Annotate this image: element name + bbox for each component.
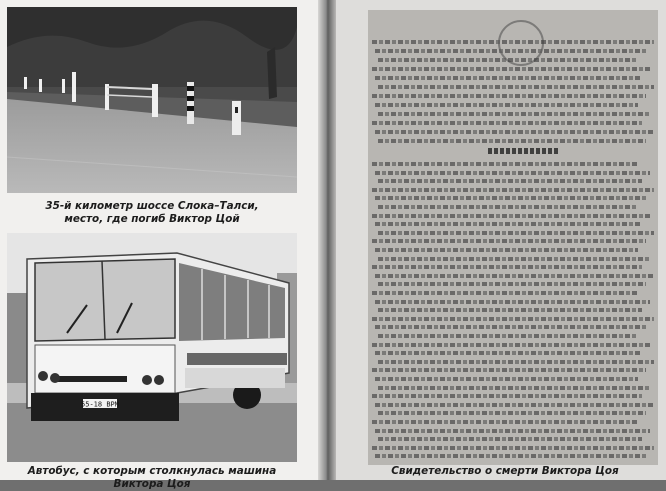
- document-text-line: [375, 429, 650, 433]
- road-photo-caption: [7, 200, 297, 226]
- road-photo: [7, 7, 297, 193]
- document-text-line: [372, 40, 654, 44]
- document-text-line: [375, 49, 646, 53]
- death-certificate-photo: [368, 10, 658, 465]
- document-text-line: [378, 257, 650, 261]
- document-text-line: [378, 179, 642, 183]
- bus-license-plate: 55-18 ВРМ: [81, 400, 119, 409]
- book-gutter: [318, 0, 336, 480]
- document-text-line: [372, 446, 654, 450]
- document-text-line: [378, 139, 646, 143]
- death-certificate-caption: Свидетельство о смерти Виктора Цоя: [391, 465, 619, 477]
- document-text-line: [375, 76, 642, 80]
- document-text-line: [378, 112, 650, 116]
- document-text-line: [375, 103, 638, 107]
- document-text-line: [378, 282, 646, 286]
- document-heading: [488, 148, 558, 154]
- bus-photo: [7, 233, 297, 462]
- road-photo-image: [7, 7, 297, 193]
- document-text-line: [378, 58, 638, 62]
- document-text-line: [378, 334, 638, 338]
- document-text-line: [375, 454, 646, 458]
- document-text-line: [372, 420, 638, 424]
- document-text-line: [375, 300, 650, 304]
- document-text-line: [375, 377, 638, 381]
- document-text-line: [378, 437, 642, 441]
- document-text-line: [375, 403, 654, 407]
- document-text-line: [378, 85, 654, 89]
- document-text-line: [372, 162, 638, 166]
- document-text-line: [372, 265, 642, 269]
- document-text-line: [378, 308, 642, 312]
- road-caption-line2: место, где погиб Виктор Цой: [64, 213, 240, 225]
- document-text-line: [372, 94, 646, 98]
- document-text-line: [375, 248, 638, 252]
- bus-photo-image: [7, 233, 297, 462]
- document-text-line: [378, 411, 646, 415]
- left-page: [0, 0, 318, 490]
- document-text-line: [375, 171, 650, 175]
- document-text-line: [375, 196, 646, 200]
- document-text-line: [372, 291, 638, 295]
- document-text-line: [372, 121, 642, 125]
- road-caption-line1: 35-й километр шоссе Слока–Талси,: [45, 200, 259, 212]
- document-text-line: [375, 222, 642, 226]
- document-text-line: [372, 214, 650, 218]
- document-text-line: [372, 343, 650, 347]
- document-text-line: [378, 386, 650, 390]
- document-text-line: [375, 130, 654, 134]
- bus-photo-caption: Автобус, с которым столкнулась машина Виктора Цоя: [27, 465, 277, 490]
- document-text-line: [372, 394, 642, 398]
- document-text-line: [375, 274, 654, 278]
- document-text-line: [372, 317, 654, 321]
- document-text-line: [378, 205, 638, 209]
- document-text-line: [372, 368, 646, 372]
- document-text-line: [378, 360, 654, 364]
- document-text-line: [372, 188, 654, 192]
- document-text-line: [378, 231, 654, 235]
- document-text-line: [375, 351, 642, 355]
- document-text-line: [375, 325, 646, 329]
- document-text-line: [372, 67, 650, 71]
- document-text-line: [372, 239, 646, 243]
